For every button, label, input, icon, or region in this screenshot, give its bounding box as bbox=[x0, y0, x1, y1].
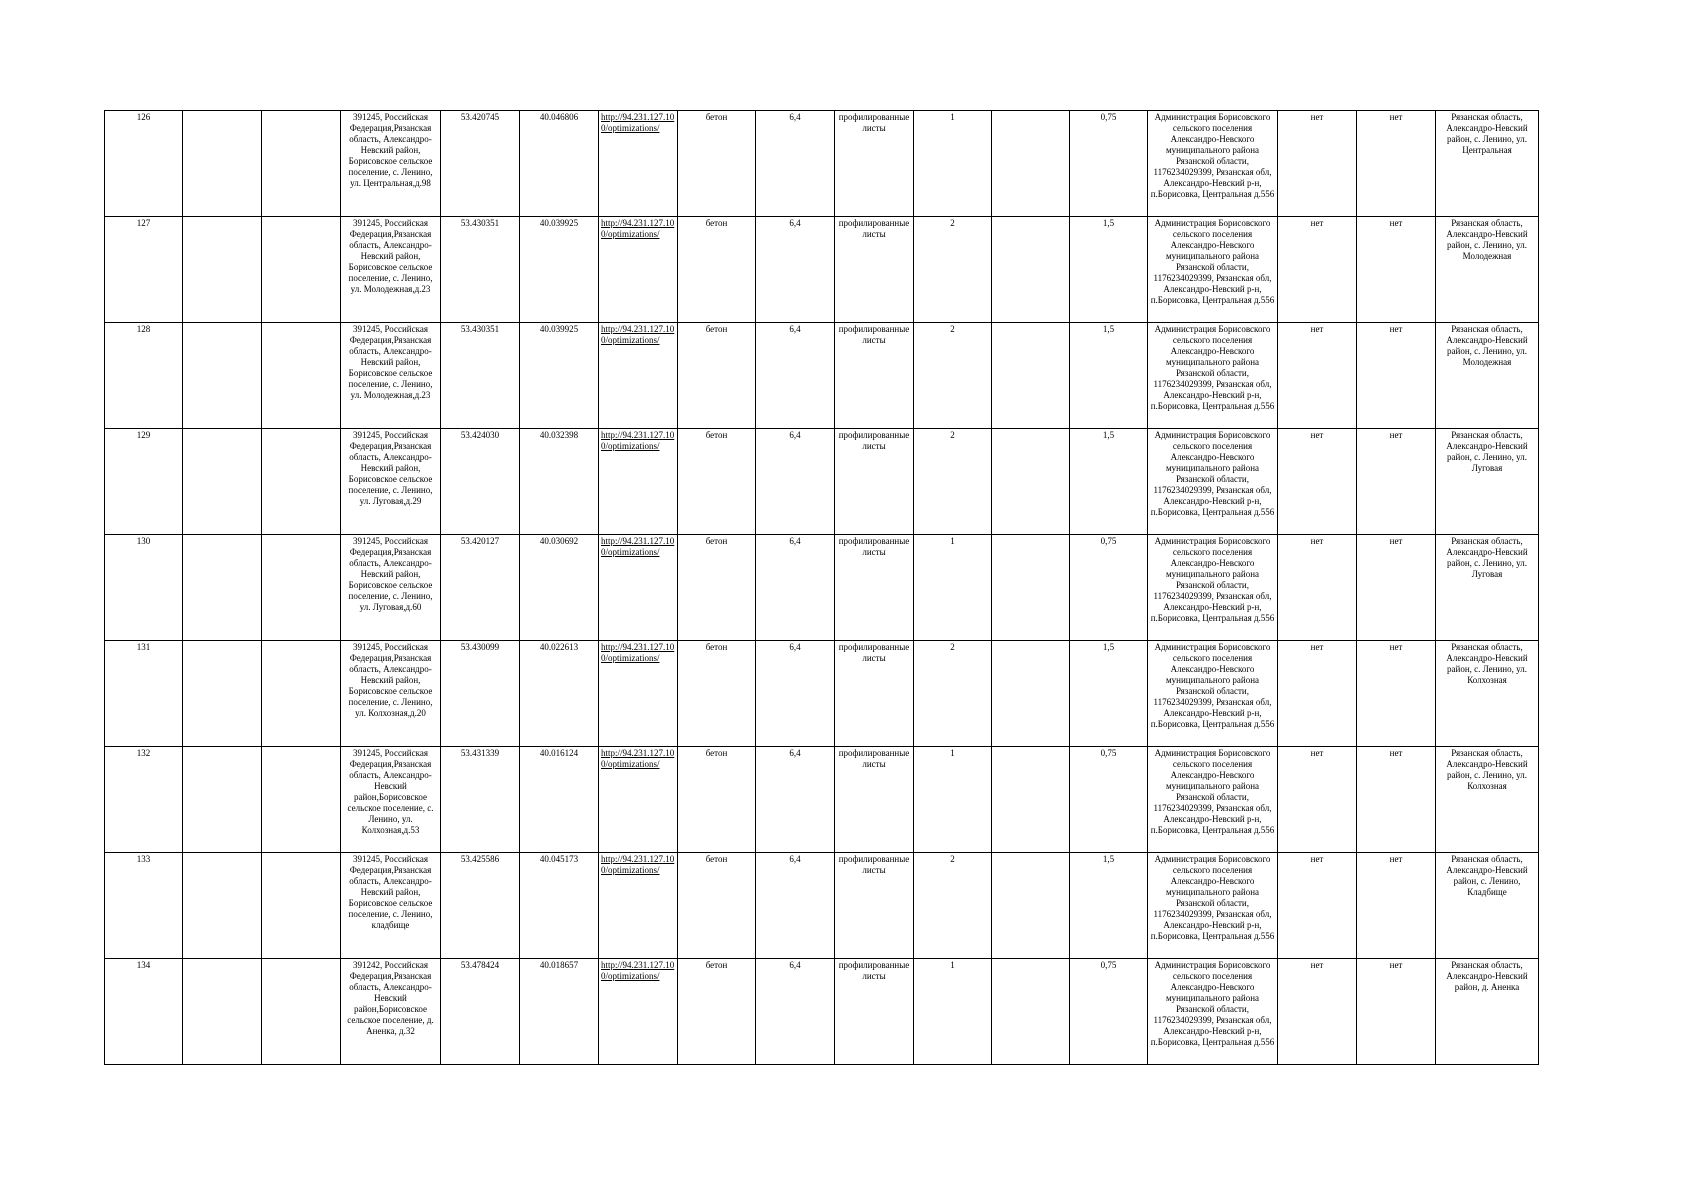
latitude-cell: 53.478424 bbox=[441, 959, 520, 1065]
empty-cell bbox=[262, 747, 341, 853]
area-cell: 6,4 bbox=[756, 323, 835, 429]
latitude-cell: 53.420745 bbox=[441, 111, 520, 217]
empty-cell bbox=[262, 535, 341, 641]
map-link[interactable]: http://94.231.127.100/optimizations/ bbox=[601, 324, 675, 345]
map-link[interactable]: http://94.231.127.100/optimizations/ bbox=[601, 960, 675, 981]
empty-cell bbox=[262, 641, 341, 747]
row-number-cell: 126 bbox=[105, 111, 183, 217]
map-link-cell bbox=[599, 323, 678, 429]
waste-sources-cell: Рязанская область, Александро-Невский район, с. Ленино, ул. Колхозная bbox=[1436, 641, 1539, 747]
empty-cell bbox=[992, 535, 1070, 641]
container-count-cell: 2 bbox=[914, 323, 992, 429]
flag-cell: нет bbox=[1278, 853, 1357, 959]
flag-cell: нет bbox=[1357, 853, 1436, 959]
waste-sources-cell: Рязанская область, Александро-Невский район, с. Ленино, ул. Луговая bbox=[1436, 429, 1539, 535]
address-cell: 391245, Российская Федерация,Рязанская область, Александро-Невский район, Борисовское сельское поселение, с. Ленино, ул. Центральная,д.98 bbox=[341, 111, 441, 217]
latitude-cell: 53.430351 bbox=[441, 217, 520, 323]
fence-material-cell: профилированные листы bbox=[835, 429, 914, 535]
map-link[interactable]: http://94.231.127.100/optimizations/ bbox=[601, 536, 675, 557]
area-cell: 6,4 bbox=[756, 217, 835, 323]
map-link-cell bbox=[599, 429, 678, 535]
latitude-cell: 53.420127 bbox=[441, 535, 520, 641]
surface-cell: бетон bbox=[678, 217, 756, 323]
container-volume-cell: 0,75 bbox=[1070, 959, 1148, 1065]
map-link-cell bbox=[599, 111, 678, 217]
waste-sources-cell: Рязанская область, Александро-Невский район, с. Ленино, Кладбище bbox=[1436, 853, 1539, 959]
container-volume-cell: 1,5 bbox=[1070, 217, 1148, 323]
longitude-cell: 40.018657 bbox=[520, 959, 599, 1065]
fence-material-cell: профилированные листы bbox=[835, 535, 914, 641]
flag-cell: нет bbox=[1278, 323, 1357, 429]
surface-cell: бетон bbox=[678, 641, 756, 747]
map-link-cell bbox=[599, 535, 678, 641]
flag-cell: нет bbox=[1357, 535, 1436, 641]
longitude-cell: 40.039925 bbox=[520, 323, 599, 429]
table-row bbox=[105, 217, 1539, 323]
fence-material-cell: профилированные листы bbox=[835, 853, 914, 959]
address-cell: 391245, Российская Федерация,Рязанская область, Александро-Невский район, Борисовское сельское поселение, с. Ленино, кладбище bbox=[341, 853, 441, 959]
empty-cell bbox=[183, 323, 262, 429]
flag-cell: нет bbox=[1357, 111, 1436, 217]
map-link-cell bbox=[599, 217, 678, 323]
surface-cell: бетон bbox=[678, 853, 756, 959]
area-cell: 6,4 bbox=[756, 959, 835, 1065]
empty-cell bbox=[992, 217, 1070, 323]
row-number-cell: 131 bbox=[105, 641, 183, 747]
map-link-cell bbox=[599, 747, 678, 853]
waste-sources-cell: Рязанская область, Александро-Невский район, с. Ленино, ул. Луговая bbox=[1436, 535, 1539, 641]
empty-cell bbox=[992, 747, 1070, 853]
owner-cell: Администрация Борисовского сельского поселения Александро-Невского муниципального района Рязанской области, 1176234029399, Рязанская обл, Александро-Невский р-н, п.Борисовка, Центральная д.556 bbox=[1148, 429, 1278, 535]
empty-cell bbox=[183, 535, 262, 641]
flag-cell: нет bbox=[1357, 429, 1436, 535]
address-cell: 391245, Российская Федерация,Рязанская область, Александро-Невский район, Борисовское сельское поселение, с. Ленино, ул. Луговая,д.29 bbox=[341, 429, 441, 535]
table-row bbox=[105, 853, 1539, 959]
owner-cell: Администрация Борисовского сельского поселения Александро-Невского муниципального района Рязанской области, 1176234029399, Рязанская обл, Александро-Невский р-н, п.Борисовка, Центральная д.556 bbox=[1148, 959, 1278, 1065]
longitude-cell: 40.045173 bbox=[520, 853, 599, 959]
container-count-cell: 2 bbox=[914, 641, 992, 747]
owner-cell: Администрация Борисовского сельского поселения Александро-Невского муниципального района Рязанской области, 1176234029399, Рязанская обл, Александро-Невский р-н, п.Борисовка, Центральная д.556 bbox=[1148, 111, 1278, 217]
flag-cell: нет bbox=[1357, 323, 1436, 429]
owner-cell: Администрация Борисовского сельского поселения Александро-Невского муниципального района Рязанской области, 1176234029399, Рязанская обл, Александро-Невский р-н, п.Борисовка, Центральная д.556 bbox=[1148, 641, 1278, 747]
waste-sources-cell: Рязанская область, Александро-Невский район, с. Ленино, ул. Молодежная bbox=[1436, 217, 1539, 323]
table-row bbox=[105, 959, 1539, 1065]
container-count-cell: 2 bbox=[914, 853, 992, 959]
map-link-cell bbox=[599, 959, 678, 1065]
flag-cell: нет bbox=[1278, 429, 1357, 535]
flag-cell: нет bbox=[1357, 641, 1436, 747]
map-link-cell bbox=[599, 641, 678, 747]
surface-cell: бетон bbox=[678, 111, 756, 217]
surface-cell: бетон bbox=[678, 747, 756, 853]
empty-cell bbox=[262, 429, 341, 535]
row-number-cell: 134 bbox=[105, 959, 183, 1065]
empty-cell bbox=[992, 323, 1070, 429]
address-cell: 391245, Российская Федерация,Рязанская область, Александро-Невский район, Борисовское сельское поселение, с. Ленино, ул. Колхозная,д.20 bbox=[341, 641, 441, 747]
owner-cell: Администрация Борисовского сельского поселения Александро-Невского муниципального района Рязанской области, 1176234029399, Рязанская обл, Александро-Невский р-н, п.Борисовка, Центральная д.556 bbox=[1148, 535, 1278, 641]
latitude-cell: 53.425586 bbox=[441, 853, 520, 959]
map-link-cell bbox=[599, 853, 678, 959]
row-number-cell: 128 bbox=[105, 323, 183, 429]
empty-cell bbox=[183, 111, 262, 217]
surface-cell: бетон bbox=[678, 959, 756, 1065]
table-row bbox=[105, 323, 1539, 429]
fence-material-cell: профилированные листы bbox=[835, 959, 914, 1065]
flag-cell: нет bbox=[1278, 959, 1357, 1065]
address-cell: 391245, Российская Федерация,Рязанская область, Александро-Невский район,Борисовское сельское поселение, с. Ленино, ул. Колхозная,д.53 bbox=[341, 747, 441, 853]
owner-cell: Администрация Борисовского сельского поселения Александро-Невского муниципального района Рязанской области, 1176234029399, Рязанская обл, Александро-Невский р-н, п.Борисовка, Центральная д.556 bbox=[1148, 217, 1278, 323]
surface-cell: бетон bbox=[678, 323, 756, 429]
row-number-cell: 130 bbox=[105, 535, 183, 641]
waste-sites-table bbox=[104, 110, 1539, 1065]
longitude-cell: 40.016124 bbox=[520, 747, 599, 853]
empty-cell bbox=[183, 959, 262, 1065]
empty-cell bbox=[992, 853, 1070, 959]
empty-cell bbox=[262, 323, 341, 429]
area-cell: 6,4 bbox=[756, 747, 835, 853]
flag-cell: нет bbox=[1357, 747, 1436, 853]
flag-cell: нет bbox=[1278, 747, 1357, 853]
table-row bbox=[105, 429, 1539, 535]
fence-material-cell: профилированные листы bbox=[835, 641, 914, 747]
flag-cell: нет bbox=[1278, 535, 1357, 641]
fence-material-cell: профилированные листы bbox=[835, 323, 914, 429]
address-cell: 391245, Российская Федерация,Рязанская область, Александро-Невский район, Борисовское сельское поселение, с. Ленино, ул. Молодежная,д.23 bbox=[341, 323, 441, 429]
latitude-cell: 53.431339 bbox=[441, 747, 520, 853]
area-cell: 6,4 bbox=[756, 535, 835, 641]
map-link[interactable]: http://94.231.127.100/optimizations/ bbox=[601, 430, 675, 451]
empty-cell bbox=[183, 641, 262, 747]
map-link[interactable]: http://94.231.127.100/optimizations/ bbox=[601, 112, 675, 133]
row-number-cell: 133 bbox=[105, 853, 183, 959]
address-cell: 391242, Российская Федерация,Рязанская область, Александро-Невский район,Борисовское сельское поселение, д. Аненка, д.32 bbox=[341, 959, 441, 1065]
empty-cell bbox=[183, 429, 262, 535]
surface-cell: бетон bbox=[678, 429, 756, 535]
area-cell: 6,4 bbox=[756, 429, 835, 535]
latitude-cell: 53.430351 bbox=[441, 323, 520, 429]
table-row bbox=[105, 111, 1539, 217]
flag-cell: нет bbox=[1278, 641, 1357, 747]
container-volume-cell: 0,75 bbox=[1070, 747, 1148, 853]
waste-sources-cell: Рязанская область, Александро-Невский район, с. Ленино, ул. Центральная bbox=[1436, 111, 1539, 217]
map-link[interactable]: http://94.231.127.100/optimizations/ bbox=[601, 218, 675, 239]
empty-cell bbox=[183, 853, 262, 959]
container-count-cell: 1 bbox=[914, 535, 992, 641]
area-cell: 6,4 bbox=[756, 853, 835, 959]
empty-cell bbox=[992, 959, 1070, 1065]
empty-cell bbox=[992, 641, 1070, 747]
container-count-cell: 1 bbox=[914, 747, 992, 853]
longitude-cell: 40.046806 bbox=[520, 111, 599, 217]
map-link[interactable]: http://94.231.127.100/optimizations/ bbox=[601, 854, 675, 875]
empty-cell bbox=[262, 959, 341, 1065]
container-count-cell: 2 bbox=[914, 217, 992, 323]
waste-sources-cell: Рязанская область, Александро-Невский район, д. Аненка bbox=[1436, 959, 1539, 1065]
address-cell: 391245, Российская Федерация,Рязанская область, Александро-Невский район, Борисовское сельское поселение, с. Ленино, ул. Молодежная,д.23 bbox=[341, 217, 441, 323]
row-number-cell: 129 bbox=[105, 429, 183, 535]
surface-cell: бетон bbox=[678, 535, 756, 641]
table-row bbox=[105, 747, 1539, 853]
container-volume-cell: 1,5 bbox=[1070, 323, 1148, 429]
container-count-cell: 1 bbox=[914, 111, 992, 217]
empty-cell bbox=[262, 111, 341, 217]
map-link[interactable]: http://94.231.127.100/optimizations/ bbox=[601, 642, 675, 663]
area-cell: 6,4 bbox=[756, 111, 835, 217]
empty-cell bbox=[183, 747, 262, 853]
container-volume-cell: 1,5 bbox=[1070, 429, 1148, 535]
waste-sources-cell: Рязанская область, Александро-Невский район, с. Ленино, ул. Колхозная bbox=[1436, 747, 1539, 853]
longitude-cell: 40.030692 bbox=[520, 535, 599, 641]
longitude-cell: 40.039925 bbox=[520, 217, 599, 323]
container-volume-cell: 0,75 bbox=[1070, 111, 1148, 217]
container-count-cell: 2 bbox=[914, 429, 992, 535]
empty-cell bbox=[262, 217, 341, 323]
area-cell: 6,4 bbox=[756, 641, 835, 747]
flag-cell: нет bbox=[1357, 217, 1436, 323]
row-number-cell: 127 bbox=[105, 217, 183, 323]
empty-cell bbox=[992, 111, 1070, 217]
container-count-cell: 1 bbox=[914, 959, 992, 1065]
empty-cell bbox=[262, 853, 341, 959]
longitude-cell: 40.022613 bbox=[520, 641, 599, 747]
fence-material-cell: профилированные листы bbox=[835, 747, 914, 853]
longitude-cell: 40.032398 bbox=[520, 429, 599, 535]
owner-cell: Администрация Борисовского сельского поселения Александро-Невского муниципального района Рязанской области, 1176234029399, Рязанская обл, Александро-Невский р-н, п.Борисовка, Центральная д.556 bbox=[1148, 323, 1278, 429]
container-volume-cell: 1,5 bbox=[1070, 641, 1148, 747]
empty-cell bbox=[183, 217, 262, 323]
owner-cell: Администрация Борисовского сельского поселения Александро-Невского муниципального района Рязанской области, 1176234029399, Рязанская обл, Александро-Невский р-н, п.Борисовка, Центральная д.556 bbox=[1148, 747, 1278, 853]
flag-cell: нет bbox=[1278, 217, 1357, 323]
row-number-cell: 132 bbox=[105, 747, 183, 853]
waste-sources-cell: Рязанская область, Александро-Невский район, с. Ленино, ул. Молодежная bbox=[1436, 323, 1539, 429]
latitude-cell: 53.424030 bbox=[441, 429, 520, 535]
empty-cell bbox=[992, 429, 1070, 535]
fence-material-cell: профилированные листы bbox=[835, 217, 914, 323]
flag-cell: нет bbox=[1357, 959, 1436, 1065]
owner-cell: Администрация Борисовского сельского поселения Александро-Невского муниципального района Рязанской области, 1176234029399, Рязанская обл, Александро-Невский р-н, п.Борисовка, Центральная д.556 bbox=[1148, 853, 1278, 959]
latitude-cell: 53.430099 bbox=[441, 641, 520, 747]
container-volume-cell: 0,75 bbox=[1070, 535, 1148, 641]
table-row bbox=[105, 641, 1539, 747]
map-link[interactable]: http://94.231.127.100/optimizations/ bbox=[601, 748, 675, 769]
address-cell: 391245, Российская Федерация,Рязанская область, Александро-Невский район, Борисовское сельское поселение, с. Ленино, ул. Луговая,д.60 bbox=[341, 535, 441, 641]
flag-cell: нет bbox=[1278, 111, 1357, 217]
container-volume-cell: 1,5 bbox=[1070, 853, 1148, 959]
fence-material-cell: профилированные листы bbox=[835, 111, 914, 217]
table-row bbox=[105, 535, 1539, 641]
